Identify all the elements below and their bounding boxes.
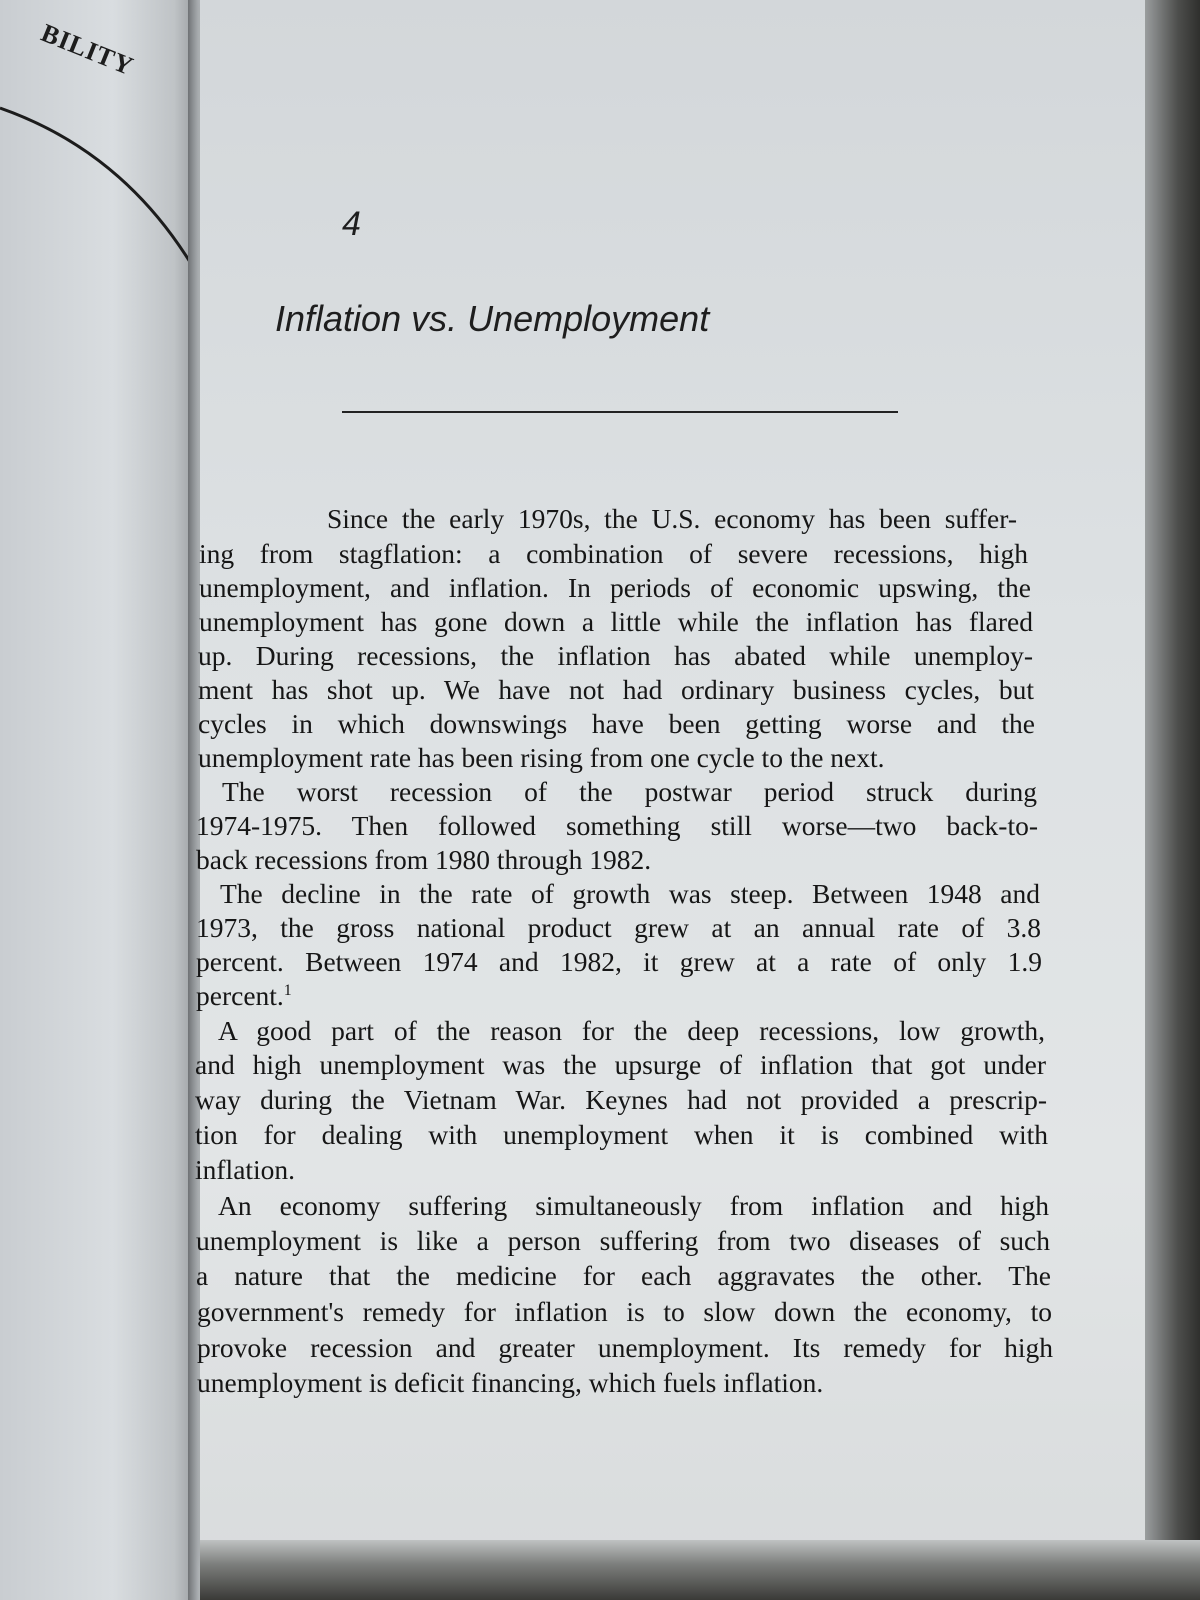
text-line: percent. Between 1974 and 1982, it grew at a rate of only 1.9 — [196, 946, 1042, 977]
text-line: way during the Vietnam War. Keynes had not provided a prescrip- — [195, 1084, 1047, 1115]
text-line: provoke recession and greater unemployment. Its remedy for high — [197, 1332, 1053, 1363]
running-head: BILITY — [37, 18, 138, 82]
text-line: cycles in which downswings have been getting worse and the — [198, 708, 1035, 739]
text-line: up. During recessions, the inflation has abated while unemploy- — [198, 640, 1033, 671]
text-line: back recessions from 1980 through 1982. — [196, 844, 652, 875]
text-line: An economy suffering simultaneously from inflation and high — [218, 1190, 1049, 1221]
text-line: government's remedy for inflation is to slow down the economy, to — [197, 1296, 1052, 1327]
text-line: tion for dealing with unemployment when it is combined with — [195, 1119, 1048, 1150]
text-line — [196, 979, 496, 1013]
text-line: Since the early 1970s, the U.S. economy has been suffer- — [327, 503, 1017, 534]
text-line: unemployment is deficit financing, which fuels inflation. — [197, 1367, 824, 1398]
text-line: ing from stagflation: a combination of severe recessions, high — [199, 538, 1028, 569]
text-line: inflation. — [195, 1154, 296, 1185]
footnote-marker: 1 — [283, 981, 292, 999]
text-line: 1973, the gross national product grew at an annual rate of 3.8 — [196, 912, 1041, 943]
text-line: and high unemployment was the upsurge of inflation that got under — [195, 1049, 1046, 1080]
text-line: The worst recession of the postwar period struck during — [222, 776, 1037, 807]
text-line: ment has shot up. We have not had ordinary business cycles, but — [198, 674, 1034, 705]
text-line: A good part of the reason for the deep recessions, low growth, — [218, 1015, 1045, 1046]
text-line-content: percent. — [196, 980, 284, 1011]
text-line: 1974-1975. Then followed something still worse—two back-to- — [196, 810, 1038, 841]
text-line: a nature that the medicine for each aggravates the other. The — [196, 1260, 1051, 1291]
text-line: unemployment rate has been rising from one cycle to the next. — [198, 742, 885, 773]
text-line: unemployment is like a person suffering from two diseases of such — [196, 1225, 1050, 1256]
chapter-number: 4 — [342, 205, 361, 243]
text-line: unemployment, and inflation. In periods of economic upswing, the — [199, 572, 1031, 603]
chapter-title: Inflation vs. Unemployment — [275, 298, 710, 339]
text-line: The decline in the rate of growth was steep. Between 1948 and — [220, 878, 1040, 909]
text-line: unemployment has gone down a little while the inflation has flared — [199, 606, 1033, 637]
